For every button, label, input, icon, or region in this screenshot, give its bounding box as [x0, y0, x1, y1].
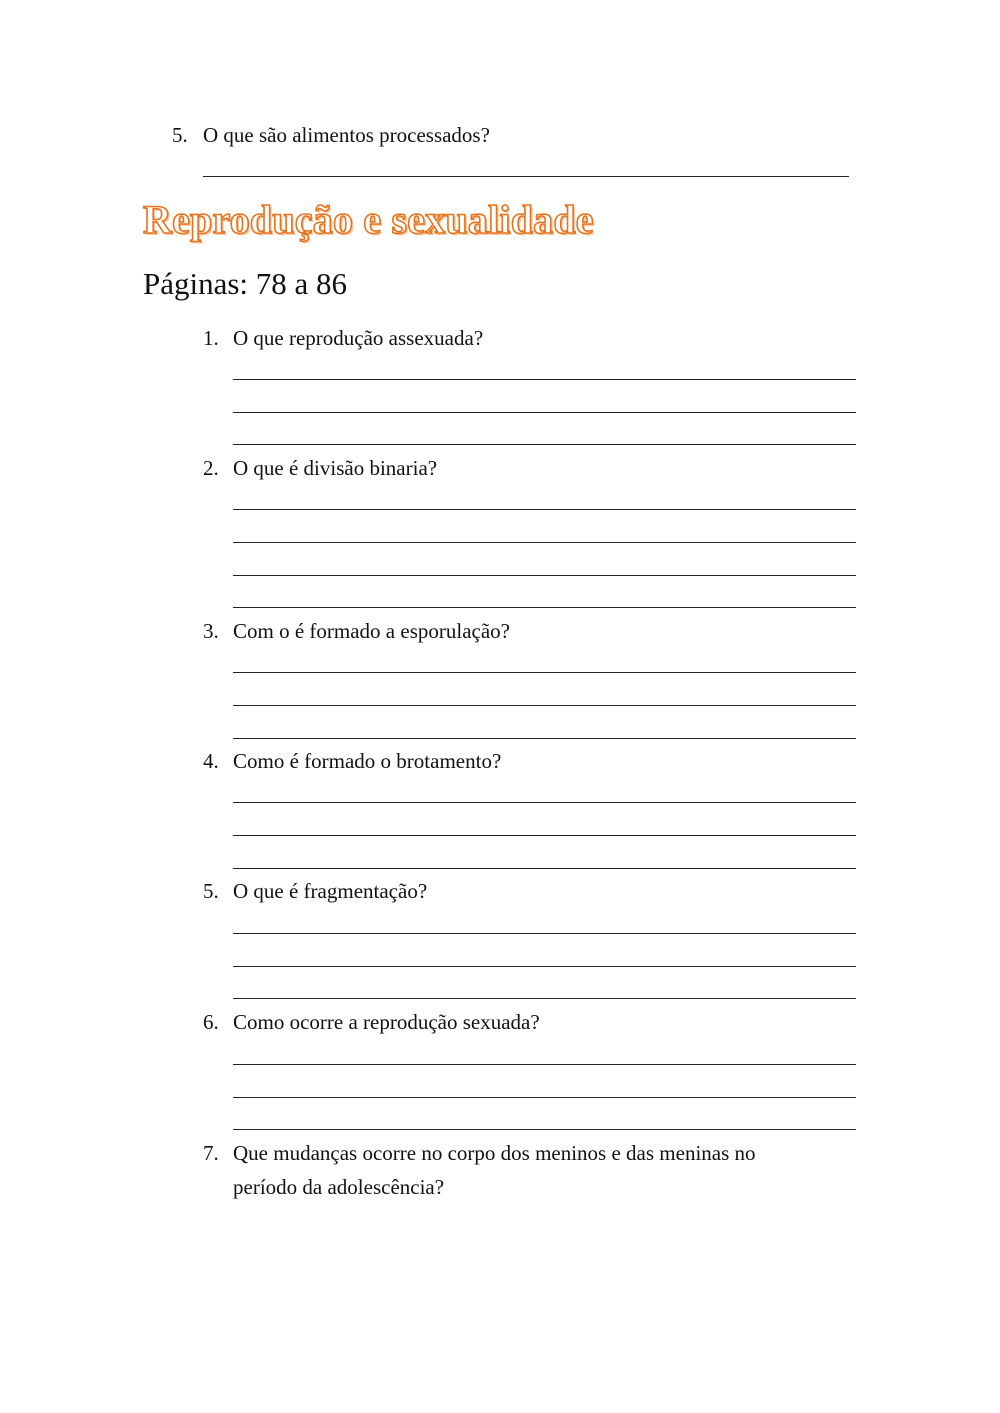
answer-line[interactable]: [233, 705, 856, 706]
answer-line[interactable]: [233, 379, 856, 380]
question-number: 3.: [203, 619, 219, 643]
question-number: 5.: [172, 123, 188, 147]
question-text: Como é formado o brotamento?: [233, 749, 502, 773]
answer-line[interactable]: [233, 509, 856, 510]
question-text: O que são alimentos processados?: [203, 123, 490, 147]
answer-line[interactable]: [233, 966, 856, 967]
question-text-continued: período da adolescência?: [233, 1175, 445, 1199]
question-number: 1.: [203, 326, 219, 350]
answer-line[interactable]: [233, 1097, 856, 1098]
answer-line[interactable]: [203, 176, 849, 177]
answer-line[interactable]: [233, 933, 856, 934]
answer-line[interactable]: [233, 1064, 856, 1065]
question-text: O que reprodução assexuada?: [233, 326, 484, 350]
section-title: Reprodução e sexualidade: [143, 197, 594, 242]
question-text: O que é divisão binaria?: [233, 456, 438, 480]
question-number: 7.: [203, 1141, 219, 1165]
answer-line[interactable]: [233, 998, 856, 999]
answer-line[interactable]: [233, 802, 856, 803]
question-text: Com o é formado a esporulação?: [233, 619, 510, 643]
answer-line[interactable]: [233, 575, 856, 576]
pages-range: Páginas: 78 a 86: [143, 266, 348, 301]
answer-line[interactable]: [233, 868, 856, 869]
question-text: O que é fragmentação?: [233, 879, 428, 903]
question-number: 4.: [203, 749, 219, 773]
question-number: 5.: [203, 879, 219, 903]
question-text: Que mudanças ocorre no corpo dos meninos e das meninas no: [233, 1141, 756, 1165]
answer-line[interactable]: [233, 542, 856, 543]
answer-line[interactable]: [233, 1129, 856, 1130]
question-number: 2.: [203, 456, 219, 480]
answer-line[interactable]: [233, 672, 856, 673]
answer-line[interactable]: [233, 444, 856, 445]
question-number: 6.: [203, 1010, 219, 1034]
answer-line[interactable]: [233, 607, 856, 608]
answer-line[interactable]: [233, 835, 856, 836]
question-text: Como ocorre a reprodução sexuada?: [233, 1010, 540, 1034]
answer-line[interactable]: [233, 412, 856, 413]
answer-line[interactable]: [233, 738, 856, 739]
